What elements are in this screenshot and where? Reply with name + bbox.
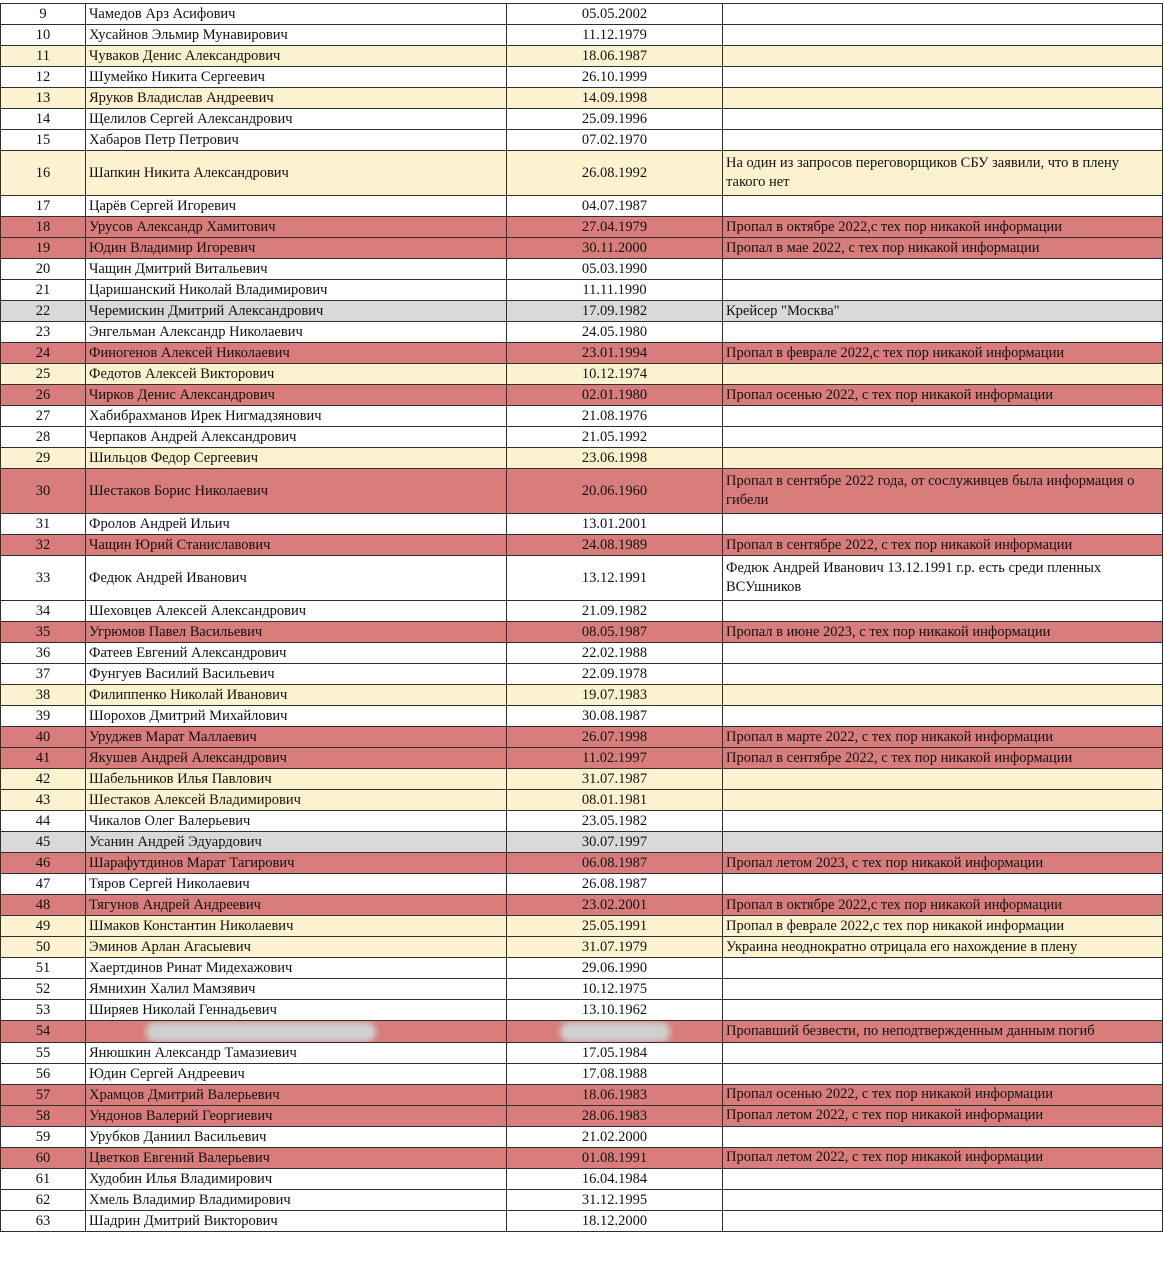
birth-date-cell: 26.07.1998 (507, 727, 723, 748)
full-name-cell: Шеховцев Алексей Александрович (86, 601, 507, 622)
table-row (1, 217, 1163, 238)
row-number-cell: 31 (1, 514, 86, 535)
table-row (1, 706, 1163, 727)
full-name-cell: Шапкин Никита Александрович (86, 151, 507, 196)
birth-date-cell: 08.01.1981 (507, 790, 723, 811)
full-name-cell: Уруджев Марат Маллаевич (86, 727, 507, 748)
note-cell: Федюк Андрей Иванович 13.12.1991 г.р. есть среди пленных ВСУшников (723, 556, 1163, 601)
note-cell (723, 259, 1163, 280)
note-cell (723, 979, 1163, 1000)
table-row (1, 874, 1163, 895)
note-cell (723, 664, 1163, 685)
table-row (1, 748, 1163, 769)
table-row (1, 385, 1163, 406)
full-name-cell: Шабельников Илья Павлович (86, 769, 507, 790)
table-row (1, 958, 1163, 979)
note-cell: Пропал в октябре 2022,с тех пор никакой информации (723, 895, 1163, 916)
full-name-cell: Филиппенко Николай Иванович (86, 685, 507, 706)
birth-date-cell: 22.09.1978 (507, 664, 723, 685)
table-row (1, 622, 1163, 643)
row-number-cell: 57 (1, 1084, 86, 1105)
birth-date-cell: 18.06.1987 (507, 46, 723, 67)
birth-date-cell: 24.05.1980 (507, 322, 723, 343)
full-name-cell: Энгельман Александр Николаевич (86, 322, 507, 343)
note-cell: Пропал в июне 2023, с тех пор никакой информации (723, 622, 1163, 643)
birth-date-cell: 18.06.1983 (507, 1084, 723, 1105)
full-name-cell: Чирков Денис Александрович (86, 385, 507, 406)
birth-date-cell: 17.08.1988 (507, 1063, 723, 1084)
table-row (1, 535, 1163, 556)
table-row (1, 1189, 1163, 1210)
note-cell (723, 1063, 1163, 1084)
note-cell: Украина неоднократно отрицала его нахождение в плену (723, 937, 1163, 958)
row-number-cell: 21 (1, 280, 86, 301)
note-cell (723, 874, 1163, 895)
full-name-cell: Федотов Алексей Викторович (86, 364, 507, 385)
table-row (1, 853, 1163, 874)
full-name-cell: Черпаков Андрей Александрович (86, 427, 507, 448)
row-number-cell: 44 (1, 811, 86, 832)
birth-date-cell: 21.08.1976 (507, 406, 723, 427)
full-name-cell: Черемискин Дмитрий Александрович (86, 301, 507, 322)
table-body (1, 4, 1163, 1232)
birth-date-cell: 11.11.1990 (507, 280, 723, 301)
full-name-cell: Шестаков Борис Николаевич (86, 469, 507, 514)
note-cell (723, 130, 1163, 151)
note-cell (723, 427, 1163, 448)
birth-date-cell: 23.05.1982 (507, 811, 723, 832)
table-row (1, 1210, 1163, 1231)
note-cell (723, 1189, 1163, 1210)
row-number-cell: 61 (1, 1168, 86, 1189)
table-row (1, 259, 1163, 280)
full-name-cell: Чамедов Арз Асифович (86, 4, 507, 25)
full-name-cell: Шильцов Федор Сергеевич (86, 448, 507, 469)
full-name-cell: Юдин Сергей Андреевич (86, 1063, 507, 1084)
full-name-cell: Царишанский Николай Владимирович (86, 280, 507, 301)
full-name-cell: Ширяев Николай Геннадьевич (86, 1000, 507, 1021)
row-number-cell: 10 (1, 25, 86, 46)
table-row (1, 979, 1163, 1000)
birth-date-cell: 27.04.1979 (507, 217, 723, 238)
table-row (1, 280, 1163, 301)
row-number-cell: 22 (1, 301, 86, 322)
note-cell (723, 88, 1163, 109)
row-number-cell: 19 (1, 238, 86, 259)
table-row (1, 25, 1163, 46)
table-row (1, 1000, 1163, 1021)
table-row (1, 46, 1163, 67)
row-number-cell: 48 (1, 895, 86, 916)
table-row (1, 727, 1163, 748)
full-name-cell: Эминов Арлан Агасыевич (86, 937, 507, 958)
birth-date-cell: 13.01.2001 (507, 514, 723, 535)
full-name-cell: Федюк Андрей Иванович (86, 556, 507, 601)
birth-date-cell: 02.01.1980 (507, 385, 723, 406)
full-name-cell: Хусайнов Эльмир Мунавирович (86, 25, 507, 46)
row-number-cell: 23 (1, 322, 86, 343)
note-cell: На один из запросов переговорщиков СБУ заявили, что в плену такого нет (723, 151, 1163, 196)
table-row (1, 1042, 1163, 1063)
row-number-cell: 24 (1, 343, 86, 364)
full-name-cell: Худобин Илья Владимирович (86, 1168, 507, 1189)
note-cell (723, 514, 1163, 535)
table-row (1, 343, 1163, 364)
note-cell (723, 322, 1163, 343)
full-name-cell: Юдин Владимир Игоревич (86, 238, 507, 259)
note-cell (723, 4, 1163, 25)
full-name-cell: Урусов Александр Хамитович (86, 217, 507, 238)
row-number-cell: 38 (1, 685, 86, 706)
birth-date-cell: 23.06.1998 (507, 448, 723, 469)
row-number-cell: 55 (1, 1042, 86, 1063)
birth-date-cell: 11.02.1997 (507, 748, 723, 769)
table-row (1, 790, 1163, 811)
birth-date-cell: 23.02.2001 (507, 895, 723, 916)
table-row (1, 130, 1163, 151)
birth-date-cell: 26.08.1987 (507, 874, 723, 895)
row-number-cell: 33 (1, 556, 86, 601)
row-number-cell: 62 (1, 1189, 86, 1210)
row-number-cell: 35 (1, 622, 86, 643)
row-number-cell: 16 (1, 151, 86, 196)
full-name-cell: Ундонов Валерий Георгиевич (86, 1105, 507, 1126)
table-row (1, 916, 1163, 937)
row-number-cell: 20 (1, 259, 86, 280)
note-cell (723, 364, 1163, 385)
table-row (1, 364, 1163, 385)
birth-date-cell: 25.09.1996 (507, 109, 723, 130)
note-cell (723, 1042, 1163, 1063)
table-row (1, 109, 1163, 130)
table-row (1, 448, 1163, 469)
note-cell (723, 1210, 1163, 1231)
table-row (1, 664, 1163, 685)
note-cell: Пропал летом 2022, с тех пор никакой информации (723, 1105, 1163, 1126)
table-row (1, 1063, 1163, 1084)
note-cell: Пропал в феврале 2022,с тех пор никакой информации (723, 916, 1163, 937)
missing-persons-table (0, 3, 1163, 1232)
full-name-cell: Урубков Даниил Васильевич (86, 1126, 507, 1147)
row-number-cell: 49 (1, 916, 86, 937)
birth-date-cell: 05.05.2002 (507, 4, 723, 25)
full-name-cell: Хмель Владимир Владимирович (86, 1189, 507, 1210)
note-cell (723, 1000, 1163, 1021)
note-cell (723, 280, 1163, 301)
table-row (1, 685, 1163, 706)
table-row (1, 88, 1163, 109)
full-name-cell: Тягунов Андрей Андреевич (86, 895, 507, 916)
table-row (1, 832, 1163, 853)
row-number-cell: 25 (1, 364, 86, 385)
row-number-cell: 32 (1, 535, 86, 556)
note-cell (723, 769, 1163, 790)
birth-date-cell: 28.06.1983 (507, 1105, 723, 1126)
table-row (1, 1147, 1163, 1168)
birth-date-cell: 21.05.1992 (507, 427, 723, 448)
table-row (1, 1126, 1163, 1147)
full-name-cell: Янюшкин Александр Тамазиевич (86, 1042, 507, 1063)
birth-date-cell: 14.09.1998 (507, 88, 723, 109)
full-name-cell: Хабибрахманов Ирек Нигмадзянович (86, 406, 507, 427)
row-number-cell: 27 (1, 406, 86, 427)
birth-date-cell: 18.12.2000 (507, 1210, 723, 1231)
note-cell: Пропал летом 2022, с тех пор никакой информации (723, 1147, 1163, 1168)
row-number-cell: 54 (1, 1021, 86, 1043)
birth-date-cell: 13.12.1991 (507, 556, 723, 601)
row-number-cell: 37 (1, 664, 86, 685)
table-row (1, 514, 1163, 535)
row-number-cell: 53 (1, 1000, 86, 1021)
birth-date-cell: 29.06.1990 (507, 958, 723, 979)
birth-date-cell: 05.03.1990 (507, 259, 723, 280)
table-row (1, 322, 1163, 343)
note-cell: Пропал в сентябре 2022 года, от сослуживцев была информация о гибели (723, 469, 1163, 514)
full-name-cell: Чащин Дмитрий Витальевич (86, 259, 507, 280)
full-name-cell: Чикалов Олег Валерьевич (86, 811, 507, 832)
row-number-cell: 18 (1, 217, 86, 238)
note-cell: Пропавший безвести, по неподтвержденным данным погиб (723, 1021, 1163, 1043)
row-number-cell: 45 (1, 832, 86, 853)
row-number-cell: 42 (1, 769, 86, 790)
row-number-cell: 50 (1, 937, 86, 958)
table-row (1, 769, 1163, 790)
row-number-cell: 43 (1, 790, 86, 811)
row-number-cell: 58 (1, 1105, 86, 1126)
birth-date-cell: 20.06.1960 (507, 469, 723, 514)
full-name-cell: Яруков Владислав Андреевич (86, 88, 507, 109)
row-number-cell: 9 (1, 4, 86, 25)
birth-date-cell: 24.08.1989 (507, 535, 723, 556)
note-cell (723, 958, 1163, 979)
birth-date-cell: 31.07.1987 (507, 769, 723, 790)
full-name-cell: Хабаров Петр Петрович (86, 130, 507, 151)
row-number-cell: 51 (1, 958, 86, 979)
full-name-cell: Усанин Андрей Эдуардович (86, 832, 507, 853)
row-number-cell: 36 (1, 643, 86, 664)
note-cell: Пропал в сентябре 2022, с тех пор никакой информации (723, 748, 1163, 769)
row-number-cell: 11 (1, 46, 86, 67)
full-name-cell: Щелилов Сергей Александрович (86, 109, 507, 130)
full-name-cell: Чащин Юрий Станиславович (86, 535, 507, 556)
birth-date-cell: 19.07.1983 (507, 685, 723, 706)
birth-date-cell: 26.08.1992 (507, 151, 723, 196)
note-cell (723, 109, 1163, 130)
full-name-cell: Угрюмов Павел Васильевич (86, 622, 507, 643)
full-name-cell: Фунгуев Василий Васильевич (86, 664, 507, 685)
row-number-cell: 12 (1, 67, 86, 88)
table-row (1, 196, 1163, 217)
full-name-cell: Фатеев Евгений Александрович (86, 643, 507, 664)
full-name-cell: Шарафутдинов Марат Тагирович (86, 853, 507, 874)
birth-date-cell: 06.08.1987 (507, 853, 723, 874)
row-number-cell: 14 (1, 109, 86, 130)
full-name-cell: Финогенов Алексей Николаевич (86, 343, 507, 364)
birth-date-cell: 30.08.1987 (507, 706, 723, 727)
full-name-cell: Шорохов Дмитрий Михайлович (86, 706, 507, 727)
note-cell: Крейсер "Москва" (723, 301, 1163, 322)
note-cell (723, 811, 1163, 832)
full-name-cell (86, 1021, 507, 1043)
row-number-cell: 28 (1, 427, 86, 448)
row-number-cell: 39 (1, 706, 86, 727)
table-row (1, 1084, 1163, 1105)
table-row (1, 406, 1163, 427)
full-name-cell: Хаертдинов Ринат Мидехажович (86, 958, 507, 979)
table-row (1, 556, 1163, 601)
row-number-cell: 41 (1, 748, 86, 769)
birth-date-cell: 26.10.1999 (507, 67, 723, 88)
row-number-cell: 34 (1, 601, 86, 622)
row-number-cell: 13 (1, 88, 86, 109)
table-row (1, 4, 1163, 25)
birth-date-cell: 21.09.1982 (507, 601, 723, 622)
note-cell (723, 1168, 1163, 1189)
row-number-cell: 47 (1, 874, 86, 895)
note-cell (723, 46, 1163, 67)
birth-date-cell: 04.07.1987 (507, 196, 723, 217)
row-number-cell: 29 (1, 448, 86, 469)
table-row (1, 1021, 1163, 1043)
table-row (1, 301, 1163, 322)
full-name-cell: Шестаков Алексей Владимирович (86, 790, 507, 811)
note-cell (723, 25, 1163, 46)
birth-date-cell: 23.01.1994 (507, 343, 723, 364)
birth-date-cell: 13.10.1962 (507, 1000, 723, 1021)
row-number-cell: 59 (1, 1126, 86, 1147)
note-cell (723, 601, 1163, 622)
table-row (1, 643, 1163, 664)
birth-date-cell: 16.04.1984 (507, 1168, 723, 1189)
redacted-blur (146, 1022, 376, 1042)
birth-date-cell (507, 1021, 723, 1043)
birth-date-cell: 31.07.1979 (507, 937, 723, 958)
birth-date-cell: 30.11.2000 (507, 238, 723, 259)
birth-date-cell: 31.12.1995 (507, 1189, 723, 1210)
birth-date-cell: 10.12.1974 (507, 364, 723, 385)
note-cell: Пропал осенью 2022, с тех пор никакой информации (723, 385, 1163, 406)
full-name-cell: Храмцов Дмитрий Валерьевич (86, 1084, 507, 1105)
birth-date-cell: 17.09.1982 (507, 301, 723, 322)
birth-date-cell: 10.12.1975 (507, 979, 723, 1000)
full-name-cell: Якушев Андрей Александрович (86, 748, 507, 769)
note-cell (723, 196, 1163, 217)
full-name-cell: Царёв Сергей Игоревич (86, 196, 507, 217)
row-number-cell: 26 (1, 385, 86, 406)
redacted-blur (560, 1022, 670, 1042)
note-cell (723, 685, 1163, 706)
row-number-cell: 40 (1, 727, 86, 748)
full-name-cell: Шадрин Дмитрий Викторович (86, 1210, 507, 1231)
note-cell: Пропал в сентябре 2022, с тех пор никакой информации (723, 535, 1163, 556)
note-cell (723, 67, 1163, 88)
birth-date-cell: 17.05.1984 (507, 1042, 723, 1063)
row-number-cell: 15 (1, 130, 86, 151)
note-cell (723, 790, 1163, 811)
full-name-cell: Шумейко Никита Сергеевич (86, 67, 507, 88)
note-cell: Пропал в марте 2022, с тех пор никакой информации (723, 727, 1163, 748)
note-cell: Пропал в мае 2022, с тех пор никакой информации (723, 238, 1163, 259)
table-row (1, 895, 1163, 916)
table-row (1, 601, 1163, 622)
birth-date-cell: 25.05.1991 (507, 916, 723, 937)
full-name-cell: Фролов Андрей Ильич (86, 514, 507, 535)
table-row (1, 67, 1163, 88)
note-cell: Пропал летом 2023, с тех пор никакой информации (723, 853, 1163, 874)
table-row (1, 469, 1163, 514)
note-cell (723, 832, 1163, 853)
note-cell (723, 1126, 1163, 1147)
note-cell: Пропал в октябре 2022,с тех пор никакой информации (723, 217, 1163, 238)
table-row (1, 811, 1163, 832)
note-cell (723, 706, 1163, 727)
birth-date-cell: 08.05.1987 (507, 622, 723, 643)
row-number-cell: 63 (1, 1210, 86, 1231)
full-name-cell: Тяров Сергей Николаевич (86, 874, 507, 895)
table-row (1, 1105, 1163, 1126)
full-name-cell: Чуваков Денис Александрович (86, 46, 507, 67)
row-number-cell: 30 (1, 469, 86, 514)
note-cell: Пропал в феврале 2022,с тех пор никакой информации (723, 343, 1163, 364)
note-cell (723, 643, 1163, 664)
row-number-cell: 17 (1, 196, 86, 217)
birth-date-cell: 01.08.1991 (507, 1147, 723, 1168)
table-row (1, 151, 1163, 196)
note-cell (723, 406, 1163, 427)
table-row (1, 1168, 1163, 1189)
birth-date-cell: 22.02.1988 (507, 643, 723, 664)
birth-date-cell: 11.12.1979 (507, 25, 723, 46)
row-number-cell: 52 (1, 979, 86, 1000)
row-number-cell: 60 (1, 1147, 86, 1168)
table-row (1, 937, 1163, 958)
note-cell (723, 448, 1163, 469)
birth-date-cell: 21.02.2000 (507, 1126, 723, 1147)
row-number-cell: 56 (1, 1063, 86, 1084)
full-name-cell: Шмаков Константин Николаевич (86, 916, 507, 937)
table-row (1, 238, 1163, 259)
birth-date-cell: 30.07.1997 (507, 832, 723, 853)
full-name-cell: Ямнихин Халил Мамзявич (86, 979, 507, 1000)
row-number-cell: 46 (1, 853, 86, 874)
birth-date-cell: 07.02.1970 (507, 130, 723, 151)
note-cell: Пропал осенью 2022, с тех пор никакой информации (723, 1084, 1163, 1105)
table-row (1, 427, 1163, 448)
full-name-cell: Цветков Евгений Валерьевич (86, 1147, 507, 1168)
